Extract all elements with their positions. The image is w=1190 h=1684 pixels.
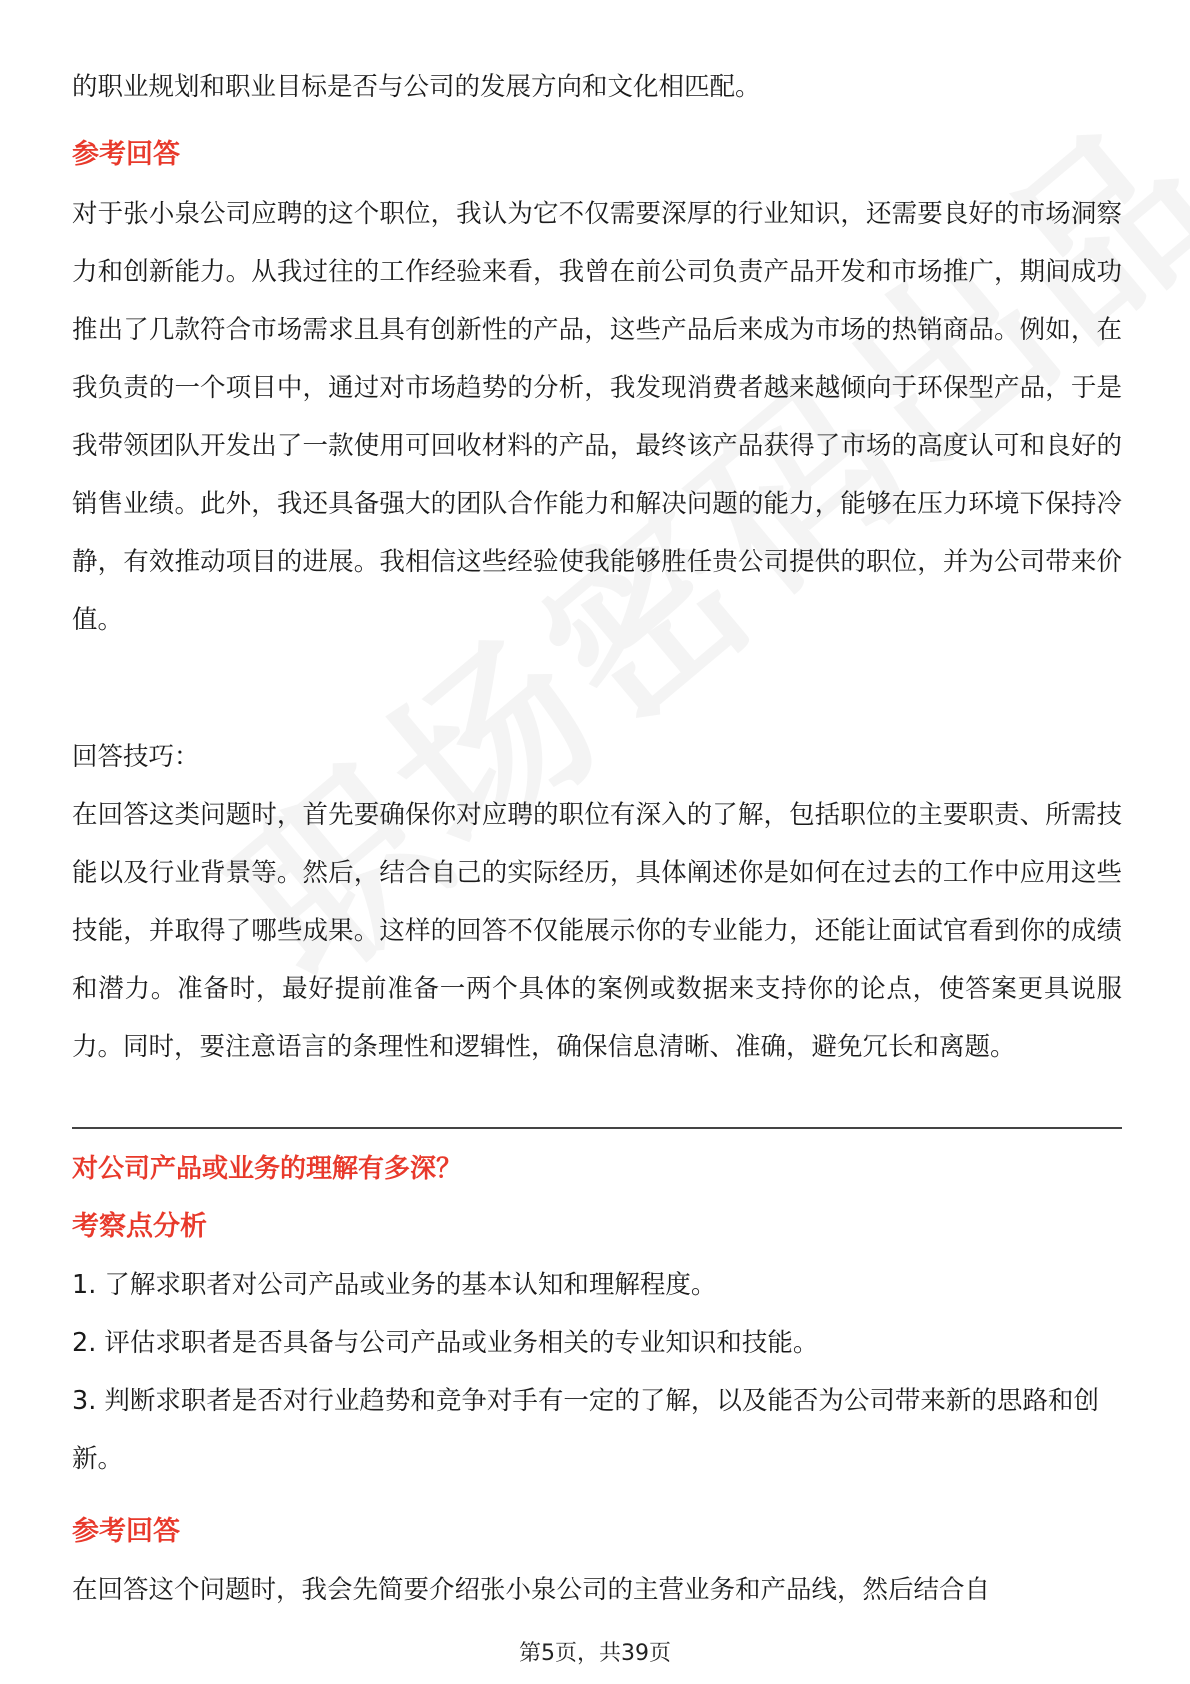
reference-answer-text-2: 在回答这个问题时，我会先简要介绍张小泉公司的主营业务和产品线，然后结合自 — [72, 1575, 991, 1605]
analysis-points-list — [72, 1256, 1122, 1488]
analysis-heading: 考察点分析 — [72, 1211, 207, 1242]
page-number-footer: 第5页，共39页 — [519, 1641, 671, 1666]
answer-tips-text: 在回答这类问题时，首先要确保你对应聘的职位有深入的了解，包括职位的主要职责、所需技能以及行业背景等。然后，结合自己的实际经历，具体阐述你是如何在过去的工作中应用这些技能，并取得了哪些成果。这样的回答不仅能展示你的专业能力，还能让面试官看到你的成绩和潜力。准备时，最好提前准备一两个具体的案例或数据来支持你的论点，使答案更具说服力。同时，要注意语言的条理性和逻辑性，确保信息清晰、准确，避免冗长和离题。 — [72, 800, 1122, 1062]
analysis-point: 1. 了解求职者对公司产品或业务的基本认知和理解程度。 — [72, 1270, 717, 1300]
answer-tips-heading: 回答技巧： — [72, 742, 200, 772]
analysis-point: 3. 判断求职者是否对行业趋势和竞争对手有一定的了解，以及能否为公司带来新的思路和创新。 — [72, 1386, 1099, 1474]
intro-paragraph-tail: 的职业规划和职业目标是否与公司的发展方向和文化相匹配。 — [72, 72, 761, 102]
reference-answer-heading-2: 参考回答 — [72, 1516, 180, 1547]
reference-answer-heading: 参考回答 — [72, 139, 180, 170]
question-heading: 对公司产品或业务的理解有多深？ — [72, 1154, 463, 1184]
section-divider — [72, 1127, 1122, 1129]
analysis-point: 2. 评估求职者是否具备与公司产品或业务相关的专业知识和技能。 — [72, 1328, 819, 1358]
reference-answer-text: 对于张小泉公司应聘的这个职位，我认为它不仅需要深厚的行业知识，还需要良好的市场洞察力和创新能力。从我过往的工作经验来看，我曾在前公司负责产品开发和市场推广，期间成功推出了几款符合市场需求且具有创新性的产品，这些产品后来成为市场的热销商品。例如，在我负责的一个项目中，通过对市场趋势的分析，我发现消费者越来越倾向于环保型产品，于是我带领团队开发出了一款使用可回收材料的产品，最终该产品获得了市场的高度认可和良好的销售业绩。此外，我还具备强大的团队合作能力和解决问题的能力，能够在压力环境下保持冷静，有效推动项目的进展。我相信这些经验使我能够胜任贵公司提供的职位，并为公司带来价值。 — [72, 199, 1122, 635]
